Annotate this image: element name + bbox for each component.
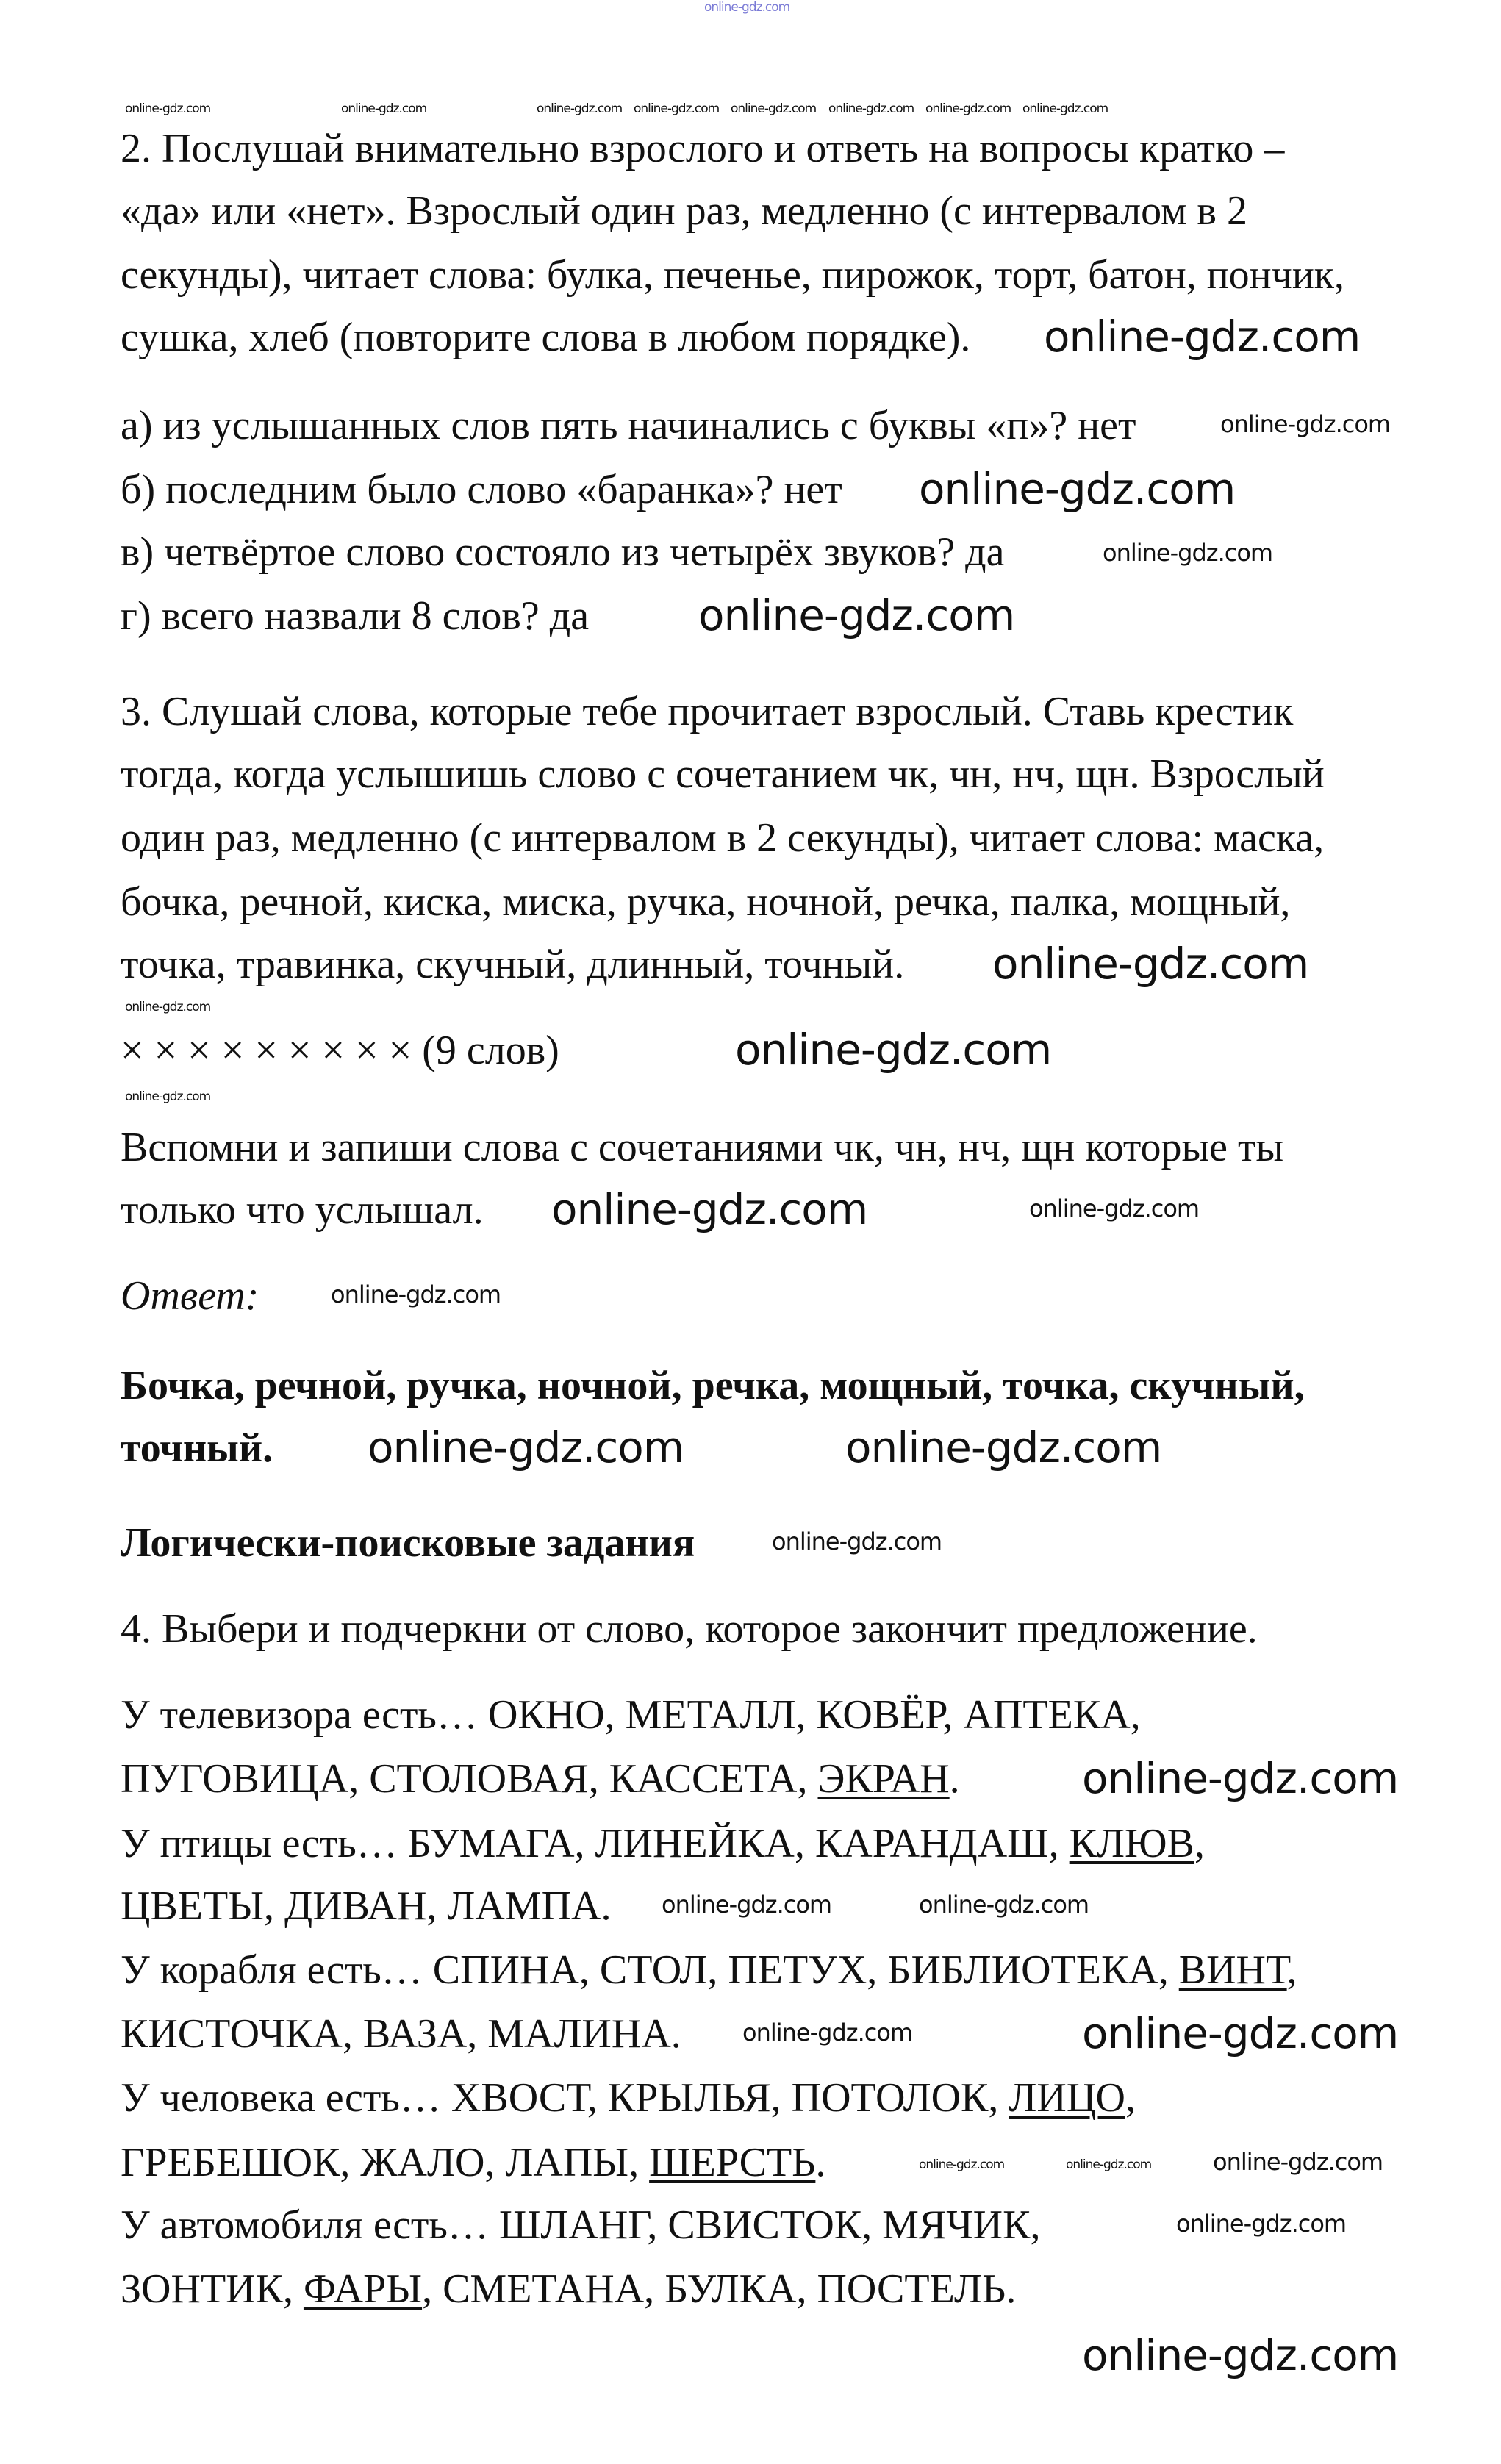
text: ПУГОВИЦА, СТОЛОВАЯ, КАССЕТА,: [121, 1756, 818, 1802]
task4-line: КИСТОЧКА, ВАЗА, МАЛИНА.: [121, 2011, 681, 2057]
watermark: online-gdz.com: [1213, 2148, 1383, 2176]
watermark: online-gdz.com: [919, 1891, 1089, 1919]
task2-line: секунды), читает слова: булка, печенье, пирожок, торт, батон, пончик,: [121, 252, 1344, 298]
task4-line: У телевизора есть… ОКНО, МЕТАЛЛ, КОВЁР, АПТЕКА,: [121, 1692, 1141, 1738]
underlined-answer: ШЕРСТЬ: [649, 2140, 816, 2185]
task4-line: [121, 1752, 960, 1805]
task4-line: [121, 2263, 1016, 2316]
task4-line: [121, 2071, 1136, 2124]
task4-line: [121, 2136, 825, 2189]
task2-line: 2. Послушай внимательно взрослого и ответь на вопросы кратко –: [121, 126, 1285, 171]
watermark: online-gdz.com: [1022, 101, 1108, 116]
watermark: online-gdz.com: [735, 1025, 1052, 1075]
text: .: [949, 1756, 960, 1802]
watermark: online-gdz.com: [742, 2019, 913, 2046]
watermark: online-gdz.com: [698, 590, 1015, 640]
text: У птицы есть… БУМАГА, ЛИНЕЙКА, КАРАНДАШ,: [121, 1821, 1070, 1866]
watermark: online-gdz.com: [368, 1422, 684, 1472]
task4-line: У автомобиля есть… ШЛАНГ, СВИСТОК, МЯЧИК,: [121, 2202, 1041, 2248]
task2-line: сушка, хлеб (повторите слова в любом порядке).: [121, 315, 971, 360]
task2-answer: г) всего назвали 8 слов? да: [121, 593, 590, 639]
watermark: online-gdz.com: [125, 101, 211, 116]
recall-line: Вспомни и запиши слова с сочетаниями чк, чн, нч, щн которые ты: [121, 1125, 1284, 1170]
recall-line: только что услышал.: [121, 1187, 484, 1233]
watermark: online-gdz.com: [919, 464, 1236, 514]
watermark: online-gdz.com: [634, 101, 720, 116]
watermark: online-gdz.com: [828, 101, 914, 116]
task2-line: «да» или «нет». Взрослый один раз, медленно (с интервалом в 2: [121, 188, 1247, 234]
text: У человека есть… ХВОСТ, КРЫЛЬЯ, ПОТОЛОК,: [121, 2075, 1009, 2121]
underlined-answer: ЛИЦО: [1009, 2075, 1125, 2121]
task2-answer: в) четвёртое слово состояло из четырёх звуков? да: [121, 529, 1005, 575]
text: ГРЕБЕШОК, ЖАЛО, ЛАПЫ,: [121, 2140, 650, 2185]
watermark: online-gdz.com: [125, 1000, 211, 1014]
watermark: online-gdz.com: [992, 939, 1309, 989]
task4-line: [121, 1944, 1297, 1996]
watermark: online-gdz.com: [1082, 1753, 1399, 1803]
watermark: online-gdz.com: [551, 1184, 868, 1234]
underlined-answer: ВИНТ: [1178, 1947, 1287, 1993]
watermark: online-gdz.com: [662, 1891, 832, 1919]
task3-line: тогда, когда услышишь слово с сочетанием чк, чн, нч, щн. Взрослый: [121, 751, 1325, 797]
text: ,: [1286, 1947, 1297, 1993]
watermark: online-gdz.com: [1082, 2008, 1399, 2058]
text: ,: [1125, 2075, 1136, 2121]
underlined-answer: КЛЮВ: [1069, 1821, 1194, 1866]
watermark: online-gdz.com: [1044, 312, 1361, 362]
text: .: [815, 2140, 826, 2185]
answer-line: Бочка, речной, ручка, ночной, речка, мощный, точка, скучный,: [121, 1363, 1305, 1408]
answer-line: точный.: [121, 1425, 273, 1471]
task3-line: точка, травинка, скучный, длинный, точный.: [121, 942, 905, 987]
task3-line: 3. Слушай слова, которые тебе прочитает взрослый. Ставь крестик: [121, 689, 1294, 734]
text: , СМЕТАНА, БУЛКА, ПОСТЕЛЬ.: [422, 2266, 1017, 2312]
underlined-answer: ЭКРАН: [817, 1756, 950, 1802]
underlined-answer: ФАРЫ: [303, 2266, 423, 2312]
watermark: online-gdz.com: [1103, 539, 1273, 567]
answer-label: Ответ:: [121, 1273, 259, 1319]
watermark: online-gdz.com: [925, 101, 1011, 116]
watermark: online-gdz.com: [1066, 2157, 1152, 2172]
watermark: online-gdz.com: [331, 1281, 501, 1308]
task2-answer: а) из услышанных слов пять начинались с буквы «п»? нет: [121, 403, 1136, 448]
watermark: online-gdz.com: [1029, 1195, 1200, 1222]
watermark: online-gdz.com: [341, 101, 427, 116]
task3-line: один раз, медленно (с интервалом в 2 секунды), читает слова: маска,: [121, 815, 1325, 861]
section-title: Логически-поисковые задания: [121, 1520, 695, 1566]
text: У корабля есть… СПИНА, СТОЛ, ПЕТУХ, БИБЛИОТЕКА,: [121, 1947, 1179, 1993]
task4-line: ЦВЕТЫ, ДИВАН, ЛАМПА.: [121, 1883, 612, 1929]
task2-answer: б) последним было слово «баранка»? нет: [121, 467, 842, 512]
watermark: online-gdz.com: [704, 0, 790, 15]
watermark: online-gdz.com: [537, 101, 623, 116]
crosses-answer: × × × × × × × × × (9 слов): [121, 1028, 559, 1073]
watermark: online-gdz.com: [1176, 2210, 1347, 2238]
task3-line: бочка, речной, киска, миска, ручка, ночной, речка, палка, мощный,: [121, 879, 1291, 925]
text: ,: [1194, 1821, 1205, 1866]
watermark: online-gdz.com: [1220, 410, 1391, 438]
watermark: online-gdz.com: [919, 2157, 1005, 2172]
watermark: online-gdz.com: [125, 1089, 211, 1104]
watermark: online-gdz.com: [772, 1528, 942, 1555]
text: ЗОНТИК,: [121, 2266, 304, 2312]
watermark: online-gdz.com: [1082, 2330, 1399, 2380]
task4-title: 4. Выбери и подчеркни от слово, которое закончит предложение.: [121, 1606, 1258, 1652]
watermark: online-gdz.com: [731, 101, 817, 116]
watermark: online-gdz.com: [845, 1422, 1162, 1472]
task4-line: [121, 1817, 1205, 1870]
